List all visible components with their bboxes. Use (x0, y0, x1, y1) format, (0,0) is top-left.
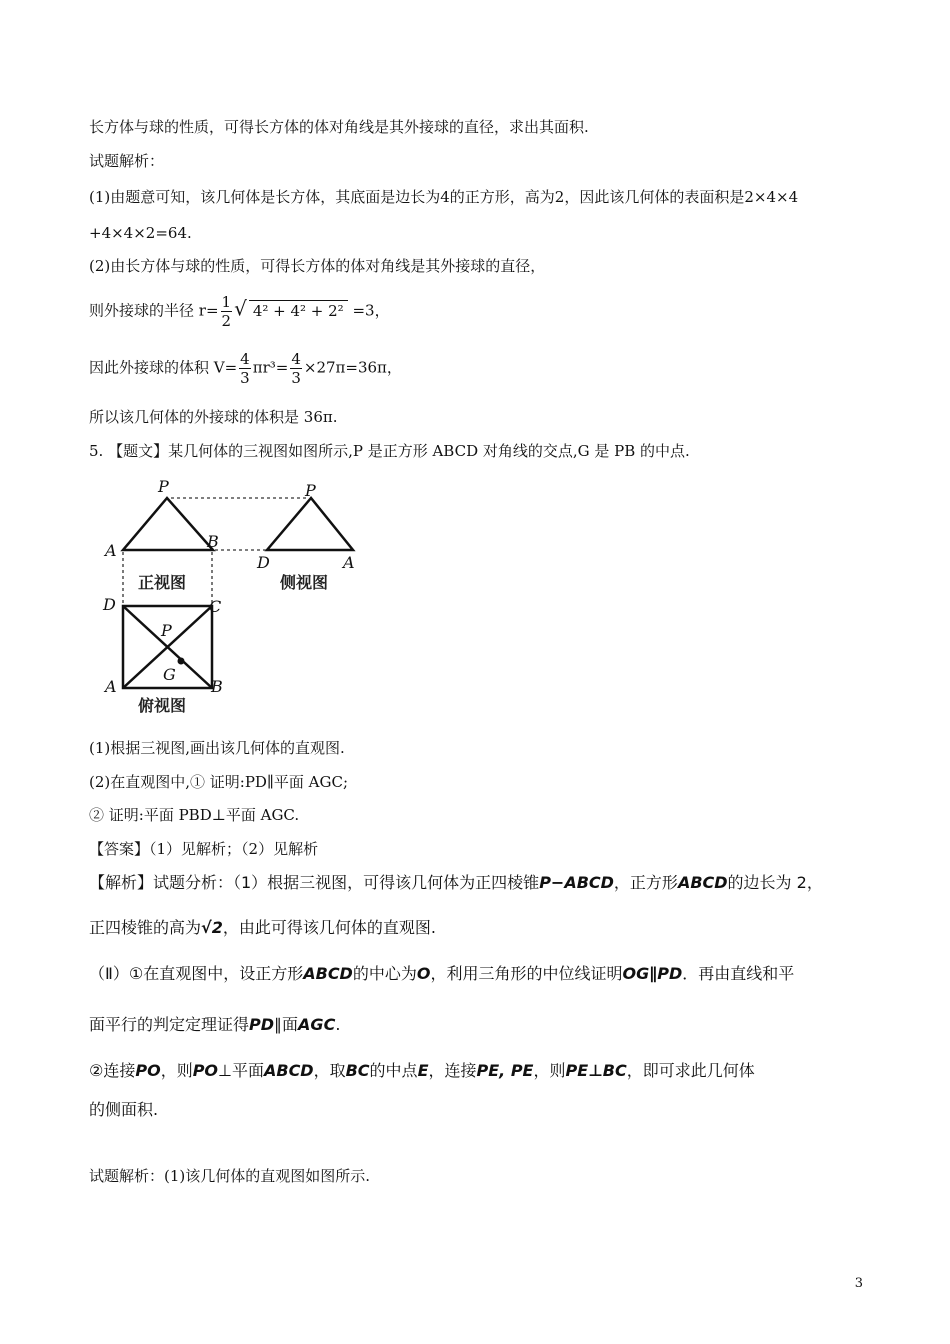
line-7-volume: 因此外接球的体积 V= $\frac{4}{3}$ πr³= $\frac{4}{3}$ ×27π=36π， (89, 350, 402, 387)
analysis-line-1: 【解析】试题分析：（1）根据三视图，可得该几何体为正四棱锥P−ABCD，正方形ABCD的边长为 2， (89, 873, 823, 892)
analysis-line-2: 正四棱锥的高为√2，由此可得该几何体的直观图. (89, 918, 436, 937)
line-4: +4×4×2=64. (89, 224, 192, 242)
analysis-line-3: （Ⅱ）①在直观图中，设正方形ABCD的中心为O，利用三角形的中位线证明OG∥PD．再由直线和平 (89, 964, 795, 983)
line-3: (1)由题意可知，该几何体是长方体，其底面是边长为4的正方形，高为2，因此该几何体的表面积是2×4×4 (89, 188, 799, 206)
label-top-d: D (103, 595, 116, 614)
analysis-line-6: 的侧面积. (89, 1100, 159, 1119)
fraction-four-thirds-2: $\frac{4}{3}$ (291, 350, 301, 387)
line-6-radius: 则外接球的半径 r= $\frac{1}{2}$ √ 4² + 4² + 2² =3， (89, 293, 390, 330)
point-g (178, 658, 185, 665)
line-1: 长方体与球的性质，可得长方体的体对角线是其外接球的直径，求出其面积. (89, 118, 589, 136)
label-front-a: A (105, 541, 117, 560)
label-top-a: A (105, 677, 117, 696)
question-3: ② 证明:平面 PBD⊥平面 AGC. (89, 806, 300, 824)
label-side-a: A (343, 553, 355, 572)
analysis-line-4: 面平行的判定定理证得PD∥面AGC. (89, 1015, 341, 1034)
label-top-c: C (209, 597, 222, 616)
analysis-line-5: ②连接PO，则PO⊥平面ABCD，取BC的中点E，连接PE, PE，则PE⊥BC，即可求此几何体 (89, 1061, 755, 1080)
three-view-figure (95, 476, 375, 721)
label-top-p: P (161, 621, 172, 640)
solution-intro: 试题解析：(1)该几何体的直观图如图所示. (89, 1167, 371, 1185)
front-view-caption: 正视图 (138, 573, 187, 592)
fraction-half: $\frac{1}{2}$ (221, 293, 232, 330)
question-2: (2)在直观图中,① 证明:PD∥平面 AGC; (89, 773, 349, 791)
line-8: 所以该几何体的外接球的体积是 36π. (89, 408, 338, 426)
front-view-triangle (123, 498, 213, 550)
answer-line: 【答案】（1）见解析；（2）见解析 (89, 840, 319, 858)
page-number: 3 (854, 1276, 863, 1291)
label-front-b: B (207, 532, 219, 551)
fraction-four-thirds: $\frac{4}{3}$ (240, 350, 250, 387)
label-top-g: G (163, 665, 176, 684)
side-view-caption: 侧视图 (280, 573, 329, 592)
question-1: (1)根据三视图,画出该几何体的直观图. (89, 739, 345, 757)
line-2: 试题解析： (89, 152, 165, 170)
label-side-p: P (305, 481, 316, 500)
line-5: (2)由长方体与球的性质，可得长方体的体对角线是其外接球的直径， (89, 257, 546, 275)
label-front-p: P (158, 477, 169, 496)
top-view-caption: 俯视图 (138, 696, 187, 715)
side-view-triangle (267, 498, 353, 550)
problem-5-title: 5. 【题文】某几何体的三视图如图所示,P 是正方形 ABCD 对角线的交点,G 是 PB 的中点. (89, 442, 690, 460)
label-side-d: D (257, 553, 270, 572)
label-top-b: B (211, 677, 223, 696)
sqrt-icon: √ (234, 296, 247, 321)
